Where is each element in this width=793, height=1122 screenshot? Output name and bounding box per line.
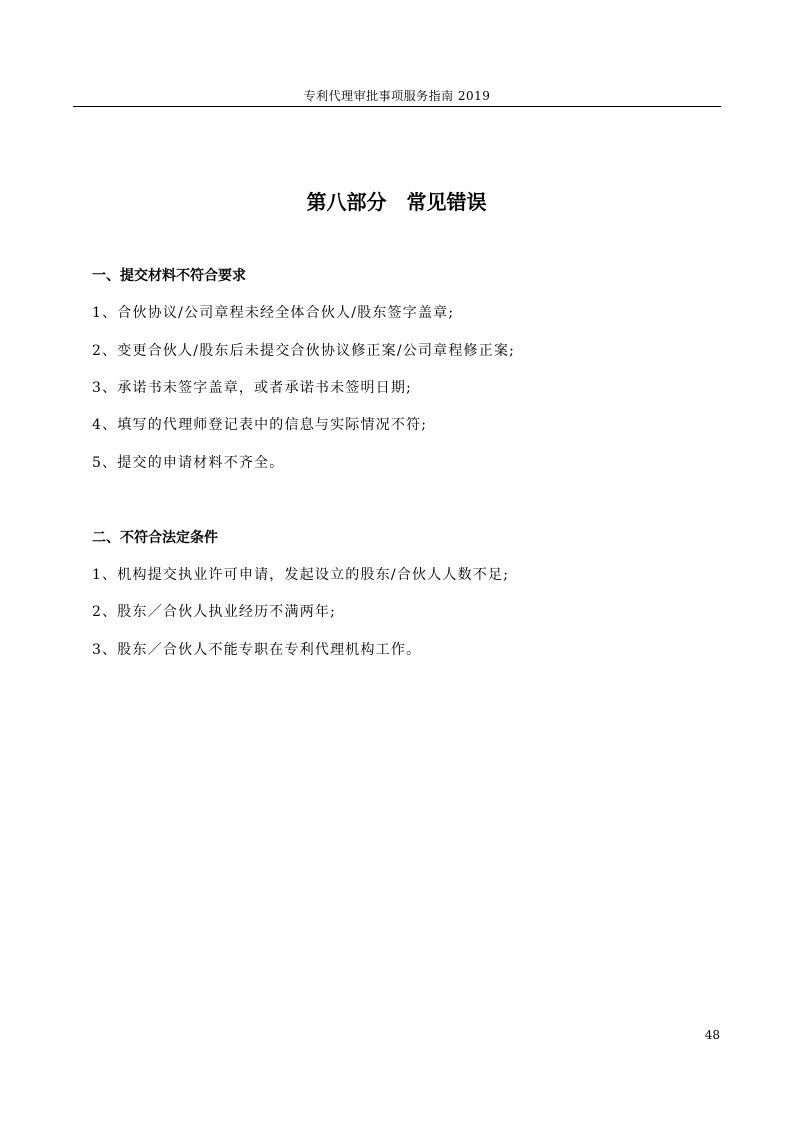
list-item: 2、变更合伙人/股东后未提交合伙协议修正案/公司章程修正案; — [92, 343, 516, 359]
list-item: 3、股东／合伙人不能专职在专利代理机构工作。 — [92, 642, 422, 658]
section-heading-2: 二、不符合法定条件 — [92, 530, 218, 546]
list-item: 3、承诺书未签字盖章，或者承诺书未签明日期; — [92, 380, 413, 396]
page-number: 48 — [704, 1028, 720, 1042]
list-item: 1、机构提交执业许可申请，发起设立的股东/合伙人人数不足; — [92, 567, 510, 583]
header-divider — [73, 106, 721, 107]
list-item: 5、提交的申请材料不齐全。 — [92, 455, 285, 471]
list-item: 4、填写的代理师登记表中的信息与实际情况不符; — [92, 417, 428, 433]
page-title: 第八部分 常见错误 — [306, 190, 487, 214]
page-header: 专利代理审批事项服务指南 2019 — [303, 89, 491, 103]
list-item: 1、合伙协议/公司章程未经全体合伙人/股东签字盖章; — [92, 305, 455, 321]
section-heading-1: 一、提交材料不符合要求 — [92, 268, 246, 284]
list-item: 2、股东／合伙人执业经历不满两年; — [92, 604, 337, 620]
